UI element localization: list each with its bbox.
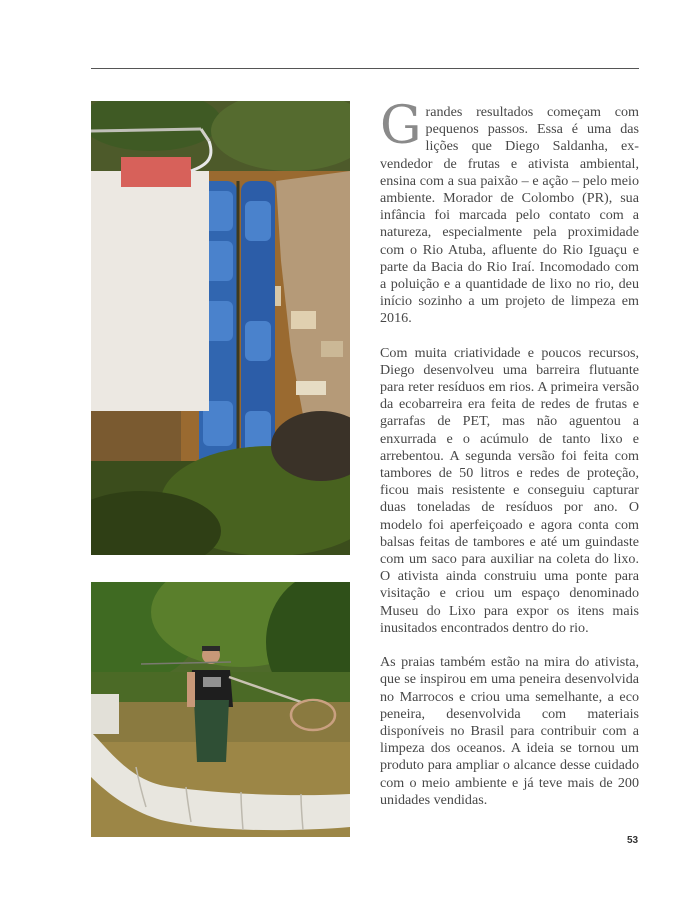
paragraph-ecobarrier: Com muita criatividade e poucos recursos, Diego desenvolveu uma barreira flutuante para reter resíduos em rios. A primeira versão da ecobarreira era feita de redes de frutas e garrafas de PET, mas não aguentou a enxurrada e o acúmulo de tanto lixo e arrebentou. A segunda versão foi feita com tambores de 50 litros e redes de proteção, ficou mais resistente e conseguiu capturar duas toneladas de resíduos por ano. O modelo foi aperfeiçoado e agora conta com balsas feitas de tambores e até um guindaste com um saco para auxiliar na coleta do lixo. O ativista ainda construiu uma ponte para visitação e criou um espaço denominado Museu do Lixo para expor os itens mais inusitados encontrados dentro do rio. bbox=[380, 344, 639, 636]
top-divider-rule bbox=[91, 68, 639, 69]
paragraph-intro-text: randes resultados começam com pequenos passos. Essa é uma das lições que Diego Saldanha, ex-vendedor de frutas e ativista ambiental, ensina com a sua paixão – e ação – pelo meio ambiente. Morador de Colombo (PR), sua infância foi marcada pelo contato com a natureza, especialmente pela proximidade com o Rio Atuba, afluente do Rio Iguaçu e parte da Bacia do Rio Iraí. Incomodado com a poluição e a quantidade de lixo no rio, deu início sozinho a um projeto de limpeza em 2016. bbox=[380, 104, 639, 327]
photo-activist-in-river bbox=[91, 582, 350, 837]
page-number: 53 bbox=[627, 835, 639, 846]
photo-ecobarrier-drums bbox=[91, 101, 350, 555]
drop-cap-letter: G bbox=[380, 96, 422, 156]
article-body bbox=[380, 96, 639, 826]
paragraph-intro bbox=[380, 96, 639, 328]
paragraph-eco-sieve: As praias também estão na mira do ativista, que se inspirou em uma peneira desenvolvida no Marrocos e criou uma semelhante, a eco peneira, desenvolvida com materiais disponíveis no Brasil para contribuir com a limpeza dos oceanos. A ideia se tornou um produto para ampliar o alcance desse cuidado com o meio ambiente e já teve mais de 200 unidades vendidas. bbox=[380, 654, 639, 808]
